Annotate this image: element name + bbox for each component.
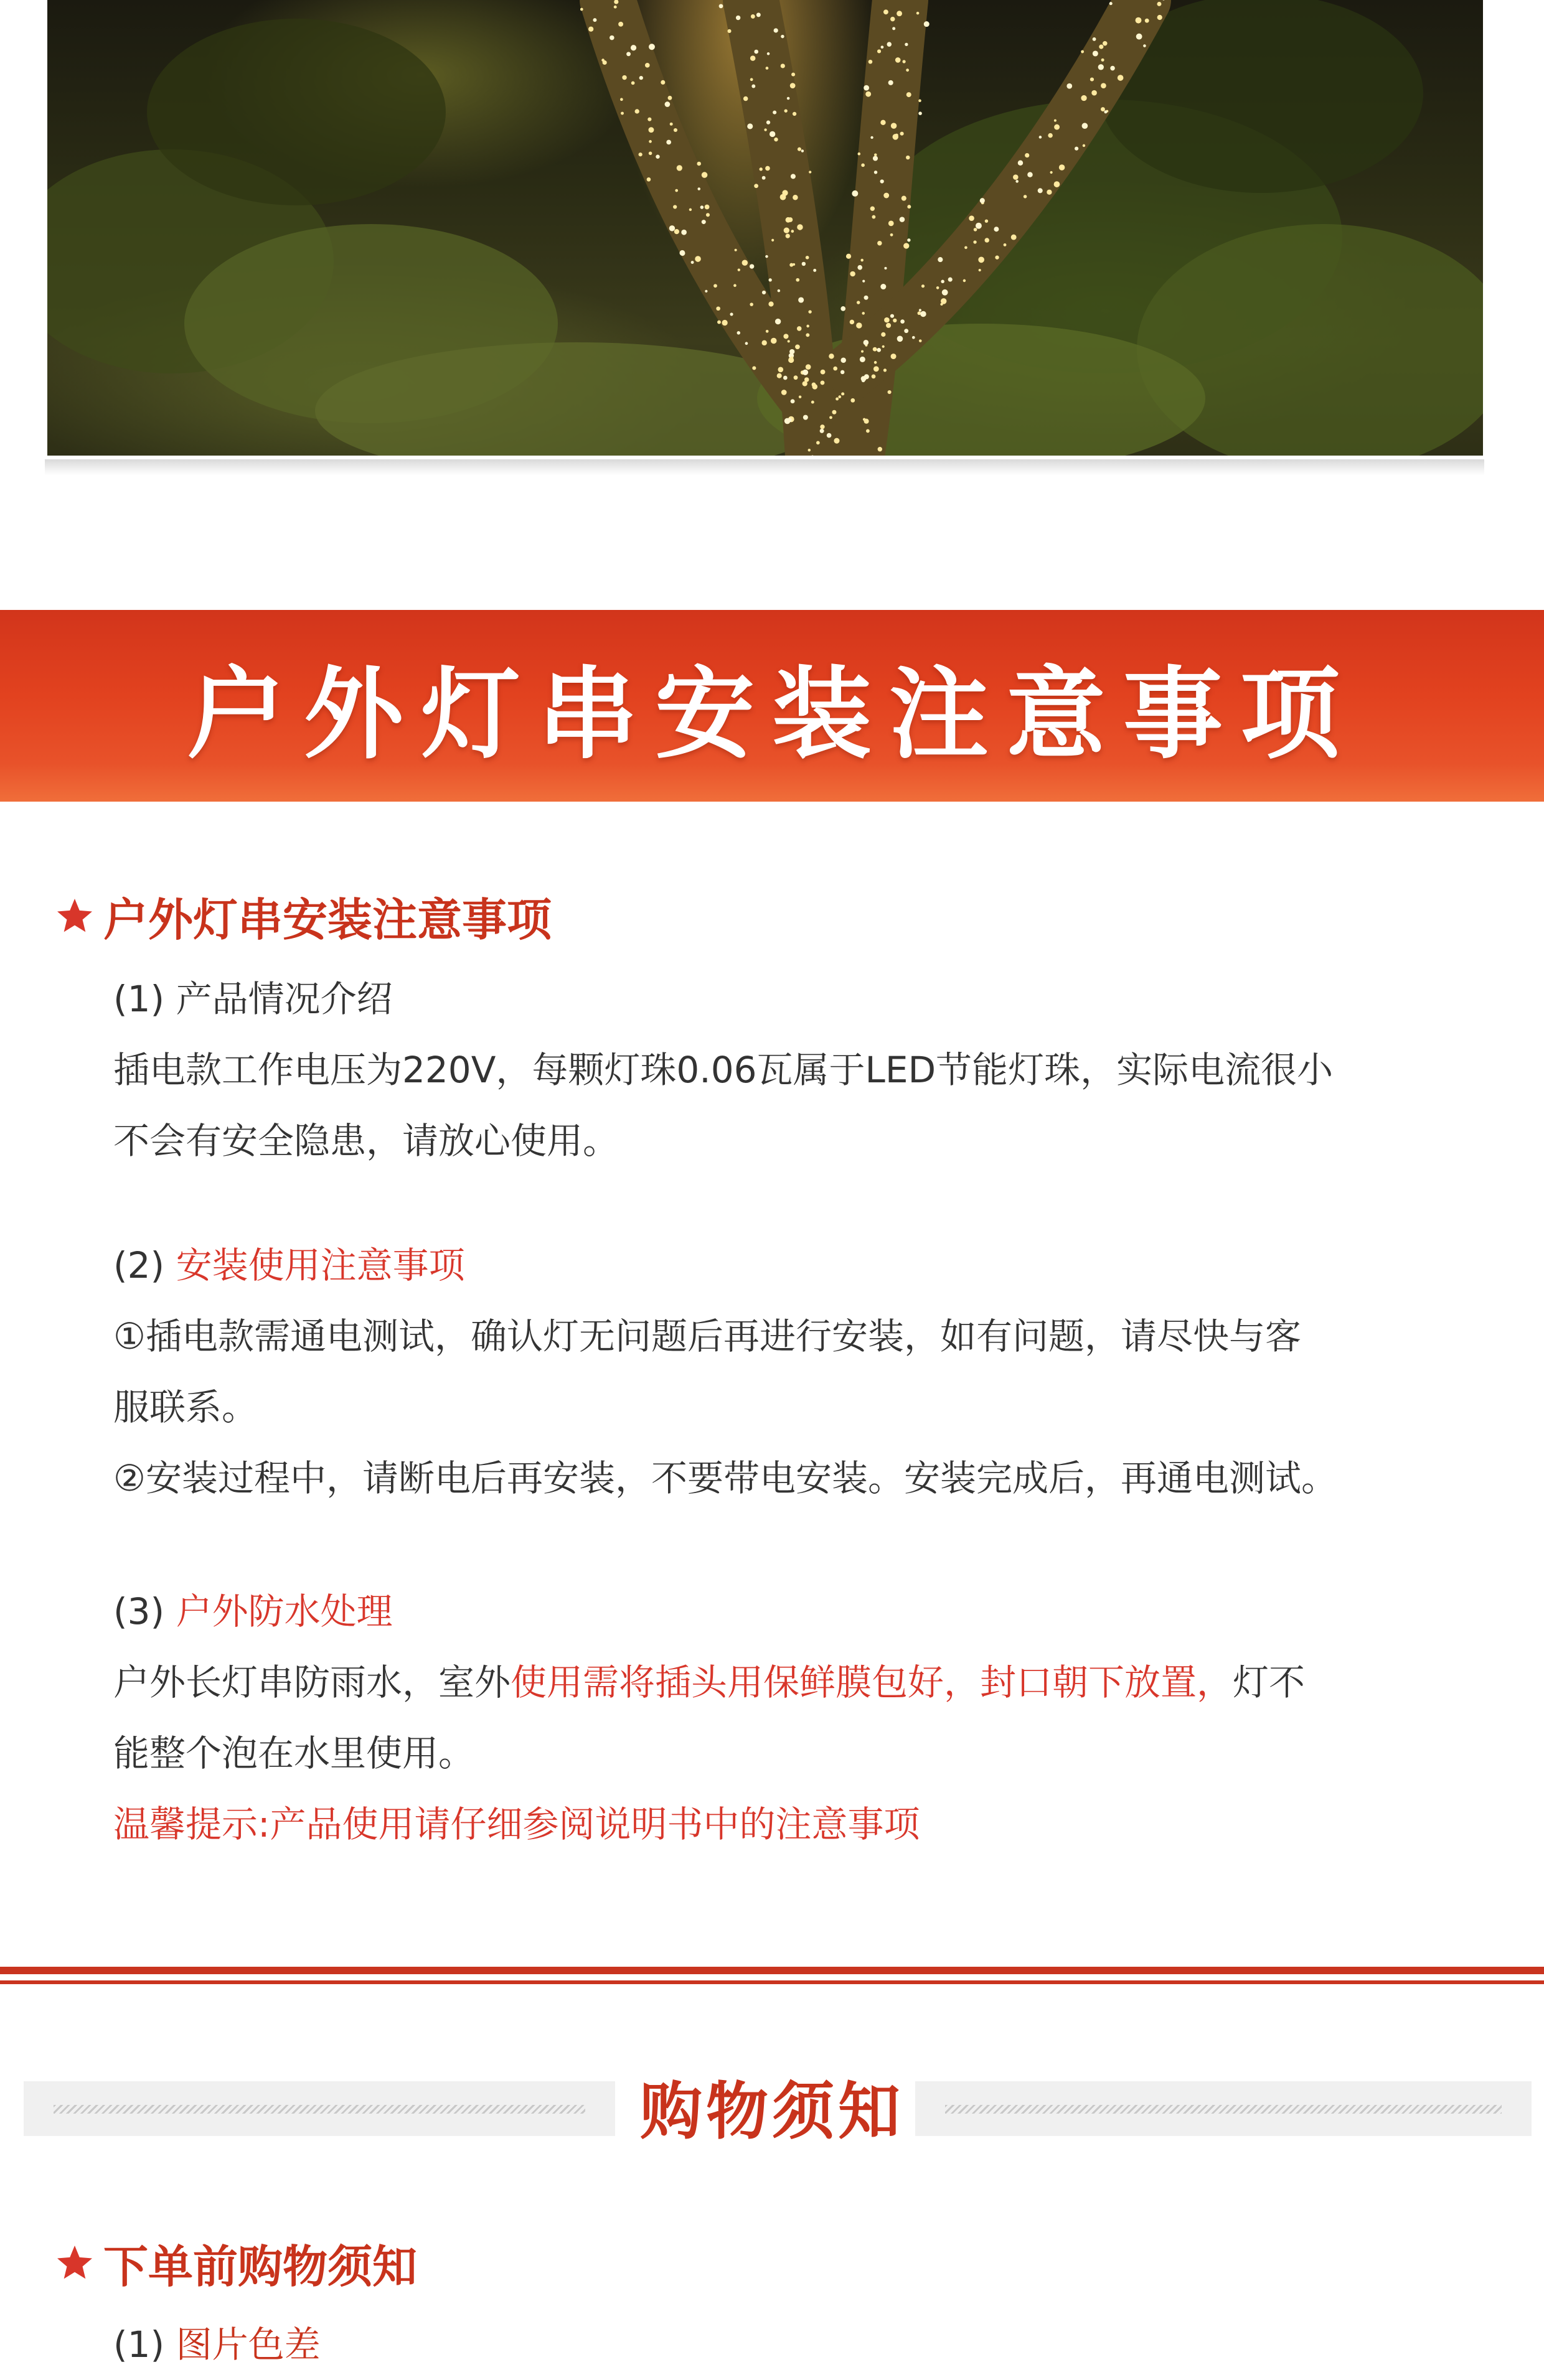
paragraph-title: (1) 产品情况介绍 bbox=[113, 978, 393, 1020]
paragraph-title bbox=[113, 1230, 1483, 1301]
paragraph-title-text: 户外防水处理 bbox=[176, 1590, 393, 1633]
section-divider-thin bbox=[0, 1980, 1544, 1984]
text-normal: 户外长灯串防雨水，室外 bbox=[113, 1661, 511, 1703]
section-heading bbox=[55, 884, 552, 949]
section-heading-text: 户外灯串安装注意事项 bbox=[103, 894, 552, 946]
shopping-heading-text: 下单前购物须知 bbox=[103, 2241, 418, 2293]
text-normal: 灯不 bbox=[1233, 1661, 1306, 1703]
star-icon bbox=[55, 896, 95, 936]
paragraph-line: 不会有安全隐患，请放心使用。 bbox=[113, 1120, 619, 1162]
paragraph-install-notes bbox=[113, 1230, 1483, 1514]
paragraph-line: 插电款工作电压为220V，每颗灯珠0.06瓦属于LED节能灯珠，实际电流很小 bbox=[113, 1049, 1334, 1091]
warm-tip: 温馨提示:产品使用请仔细参阅说明书中的注意事项 bbox=[113, 1803, 920, 1845]
title-decor-right bbox=[915, 2081, 1532, 2136]
paragraph-line: 服联系。 bbox=[113, 1386, 258, 1428]
item-number: (1) bbox=[113, 2323, 176, 2366]
shopping-title: 购物须知 bbox=[640, 2075, 904, 2148]
string-lights-graphic bbox=[47, 0, 1483, 456]
paragraph-line: 能整个泡在水里使用。 bbox=[113, 1732, 475, 1774]
paragraph-line bbox=[113, 1647, 1483, 1718]
paragraph-line: ②安装过程中，请断电后再安装，不要带电安装。安装完成后，再通电测试。 bbox=[113, 1457, 1337, 1499]
paragraph-title-text: 安装使用注意事项 bbox=[176, 1244, 465, 1286]
banner-title: 户外灯串安装注意事项 bbox=[186, 656, 1357, 772]
paragraph-waterproof bbox=[113, 1576, 1483, 1860]
paragraph-title bbox=[113, 1576, 1483, 1647]
shopping-heading bbox=[55, 2231, 417, 2295]
paragraph-number: (2) bbox=[113, 1244, 176, 1286]
title-decor-left bbox=[24, 2081, 615, 2136]
item-title: 图片色差 bbox=[176, 2323, 321, 2366]
text-highlight: 使用需将插头用保鲜膜包好，封口朝下放置， bbox=[511, 1661, 1233, 1703]
star-icon bbox=[55, 2243, 95, 2283]
paragraph-line: ①插电款需通电测试，确认灯无问题后再进行安装，如有问题，请尽快与客 bbox=[113, 1315, 1301, 1357]
section-divider bbox=[0, 1967, 1544, 1974]
paragraph-product-intro bbox=[113, 963, 1483, 1176]
shopping-item bbox=[113, 2309, 321, 2380]
photo-shadow bbox=[45, 459, 1484, 476]
title-banner bbox=[0, 610, 1544, 802]
hero-photo bbox=[47, 0, 1483, 456]
paragraph-number: (3) bbox=[113, 1590, 176, 1633]
